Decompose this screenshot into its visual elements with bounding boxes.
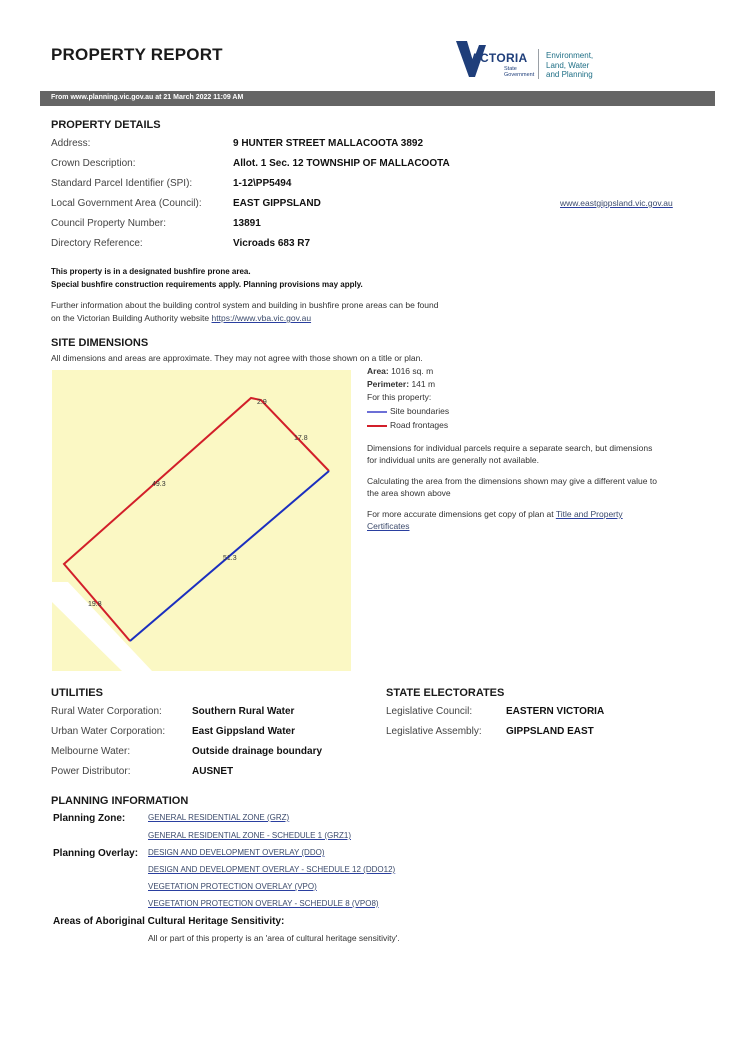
legend-road-swatch	[367, 425, 387, 427]
address-label: Address:	[51, 138, 91, 149]
area-label: Area:	[367, 366, 389, 376]
urban-water-label: Urban Water Corporation:	[51, 726, 166, 737]
lga-label: Local Government Area (Council):	[51, 198, 202, 209]
planning-zone-label: Planning Zone:	[53, 813, 126, 824]
property-details-heading: PROPERTY DETAILS	[51, 119, 161, 131]
urban-water-value: East Gippsland Water	[192, 726, 295, 737]
heritage-sensitivity-text: All or part of this property is an 'area of cultural heritage sensitivity'.	[148, 933, 400, 943]
perimeter-label: Perimeter:	[367, 379, 410, 389]
page-title: PROPERTY REPORT	[51, 45, 223, 64]
legend-road-frontages	[367, 420, 448, 430]
crown-description-label: Crown Description:	[51, 158, 136, 169]
source-banner	[40, 91, 715, 106]
logo-divider	[538, 49, 539, 79]
council-property-number-value: 13891	[233, 218, 261, 229]
directory-reference-label: Directory Reference:	[51, 238, 143, 249]
victoria-government-logo	[456, 39, 616, 83]
dimension-note-3-text: For more accurate dimensions get copy of plan at	[367, 509, 554, 519]
dim-label-front: 49.3	[152, 481, 166, 488]
lga-value: EAST GIPPSLAND	[233, 198, 321, 209]
further-info-line-1: Further information about the building control system and building in bushfire prone areas can be found	[51, 300, 439, 310]
legend-site-label: Site boundaries	[390, 406, 450, 416]
directory-reference-value: Vicroads 683 R7	[233, 238, 311, 249]
dept-line: Land, Water	[546, 60, 590, 70]
address-value: 9 HUNTER STREET MALLACOOTA 3892	[233, 138, 424, 149]
spi-label: Standard Parcel Identifier (SPI):	[51, 178, 193, 189]
dimension-note-2a: Calculating the area from the dimensions shown may give a different value to	[367, 476, 657, 486]
power-distributor-value: AUSNET	[192, 766, 234, 777]
crown-description-value: Allot. 1 Sec. 12 TOWNSHIP OF MALLACOOTA	[233, 158, 450, 169]
planning-overlay-label: Planning Overlay:	[53, 848, 139, 859]
dim-label-rear: 51.3	[223, 555, 237, 562]
rural-water-value: Southern Rural Water	[192, 706, 295, 717]
site-dimensions-heading: SITE DIMENSIONS	[51, 337, 149, 349]
logo-word: VICTORIA	[468, 51, 528, 65]
melbourne-water-label: Melbourne Water:	[51, 746, 131, 757]
department-name	[546, 51, 593, 80]
bushfire-notice-line-1: This property is in a designated bushfire prone area.	[51, 267, 251, 276]
legislative-council-value: EASTERN VICTORIA	[506, 706, 605, 717]
site-dimensions-subtitle: All dimensions and areas are approximate. They may not agree with those shown on a title or plan.	[51, 353, 423, 363]
title-certificates-link[interactable]: Title and Property	[555, 509, 623, 519]
overlay-link-vpo8[interactable]: VEGETATION PROTECTION OVERLAY - SCHEDULE 8 (VPO8)	[148, 899, 379, 908]
legislative-assembly-value: GIPPSLAND EAST	[506, 726, 594, 737]
area-info	[367, 366, 433, 376]
overlay-link-ddo[interactable]: DESIGN AND DEVELOPMENT OVERLAY (DDO)	[148, 848, 325, 857]
vba-website-link[interactable]: https://www.vba.vic.gov.au	[211, 313, 312, 323]
perimeter-value: 141 m	[411, 379, 436, 389]
legislative-council-label: Legislative Council:	[386, 706, 473, 717]
dimension-note-2b: the area shown above	[367, 488, 451, 498]
heritage-sensitivity-label: Areas of Aboriginal Cultural Heritage Sensitivity:	[53, 916, 285, 927]
logo-sub-line: Government	[504, 72, 535, 78]
perimeter-info	[367, 379, 435, 389]
dim-label-right: 17.8	[294, 435, 308, 442]
legend-road-label: Road frontages	[390, 420, 449, 430]
dim-label-left: 19.8	[88, 601, 102, 608]
title-certificates-link-cont[interactable]: Certificates	[367, 521, 410, 531]
dimension-note-1b: for individual units are generally not available.	[367, 455, 539, 465]
dept-line: and Planning	[546, 70, 593, 79]
site-map	[52, 370, 351, 671]
area-value: 1016 sq. m	[391, 366, 434, 376]
further-info-line-2	[51, 313, 311, 323]
logo-sub	[504, 66, 534, 78]
zone-link-grz1[interactable]: GENERAL RESIDENTIAL ZONE - SCHEDULE 1 (GRZ1)	[148, 831, 351, 840]
dimension-note-3	[367, 509, 623, 519]
melbourne-water-value: Outside drainage boundary	[192, 746, 323, 757]
power-distributor-label: Power Distributor:	[51, 766, 131, 777]
further-info-text: on the Victorian Building Authority website	[51, 313, 210, 323]
state-electorates-heading: STATE ELECTORATES	[386, 687, 505, 699]
dimension-note-1a: Dimensions for individual parcels require a separate search, but dimensions	[367, 443, 653, 453]
overlay-link-ddo12[interactable]: DESIGN AND DEVELOPMENT OVERLAY - SCHEDULE 12 (DDO12)	[148, 865, 396, 874]
planning-information-heading: PLANNING INFORMATION	[51, 795, 189, 807]
legislative-assembly-label: Legislative Assembly:	[386, 726, 482, 737]
utilities-heading: UTILITIES	[51, 687, 103, 699]
overlay-link-vpo[interactable]: VEGETATION PROTECTION OVERLAY (VPO)	[148, 882, 317, 891]
council-website-link[interactable]: www.eastgippsland.vic.gov.au	[560, 198, 673, 208]
for-this-property: For this property:	[367, 392, 432, 402]
banner-text: From www.planning.vic.gov.au at 21 March 2022 11:09 AM	[51, 94, 244, 101]
dept-line: Environment,	[546, 51, 594, 60]
spi-value: 1-12\PP5494	[233, 178, 292, 189]
rural-water-label: Rural Water Corporation:	[51, 706, 162, 717]
legend-site-boundaries	[367, 406, 449, 416]
zone-link-grz[interactable]: GENERAL RESIDENTIAL ZONE (GRZ)	[148, 813, 290, 822]
bushfire-notice-line-2: Special bushfire construction requirements apply. Planning provisions may apply.	[51, 280, 363, 289]
legend-site-swatch	[367, 411, 387, 413]
dim-label-top: 2.9	[257, 399, 267, 406]
logo-sub-line: State	[504, 66, 517, 72]
council-property-number-label: Council Property Number:	[51, 218, 167, 229]
